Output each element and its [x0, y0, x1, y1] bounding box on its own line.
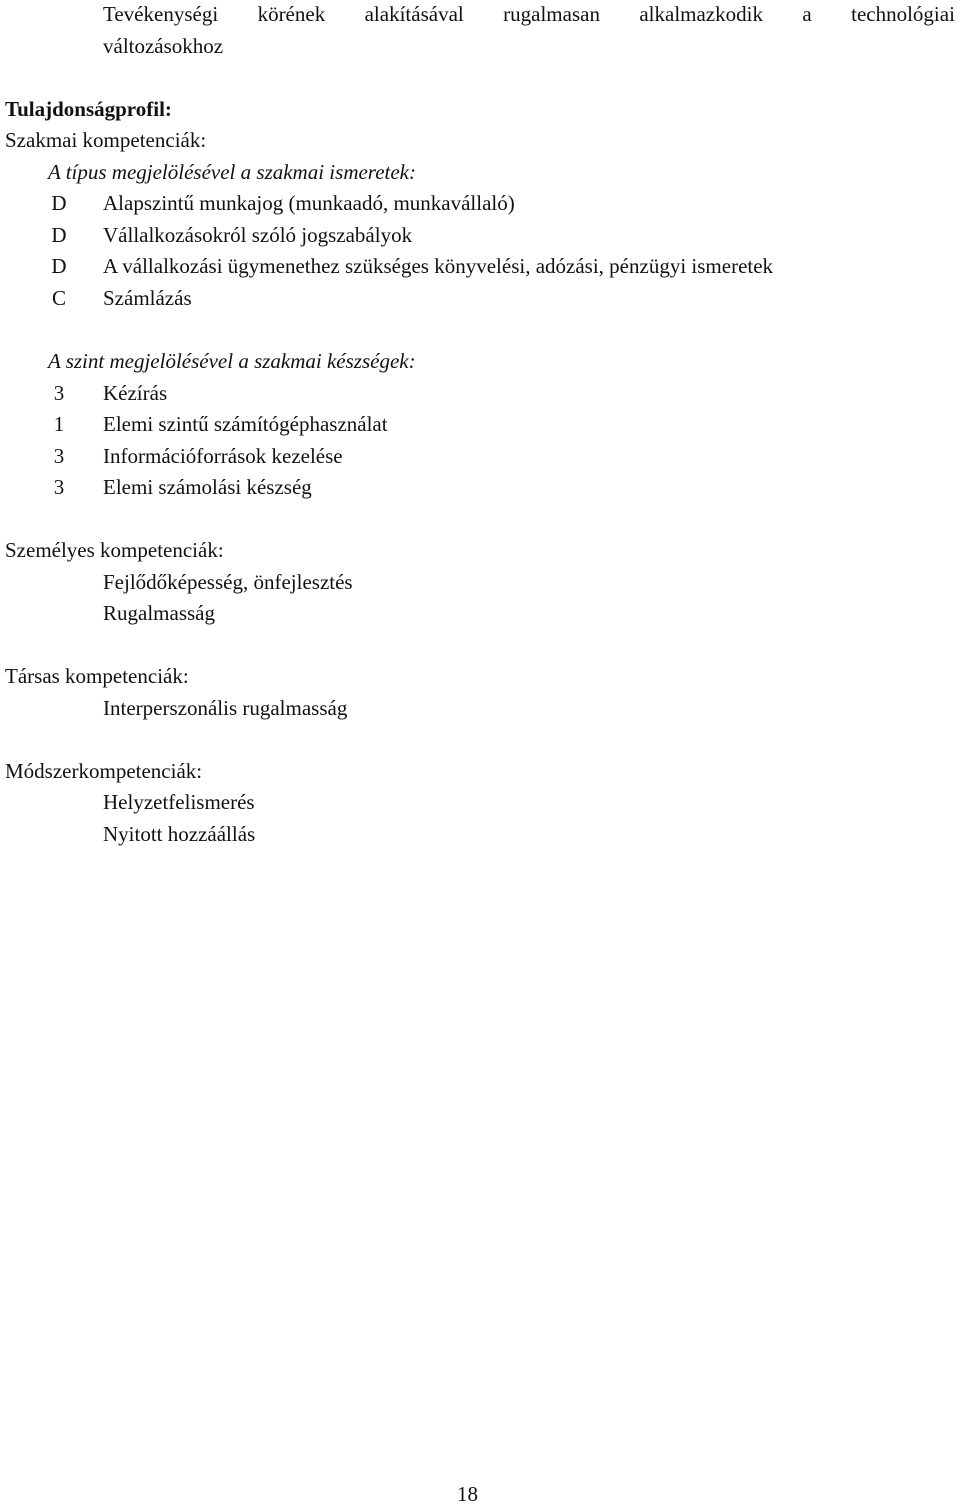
knowledge-text: A vállalkozási ügymenethez szükséges könyvelési, adózási, pénzügyi ismeretek — [103, 254, 774, 278]
personal-item: Rugalmasság — [103, 601, 215, 625]
skill-level: 3 — [53, 444, 65, 468]
knowledge-code: D — [51, 223, 67, 247]
personal-item: Fejlődőképesség, önfejlesztés — [103, 570, 353, 594]
intro-line-1 — [103, 1, 955, 27]
profile-title: Tulajdonságprofil: — [5, 97, 172, 121]
knowledge-code: C — [51, 286, 66, 310]
intro-word: alkalmazkodik — [639, 2, 763, 26]
knowledge-code: D — [51, 254, 67, 278]
skill-text: Információforrások kezelése — [103, 444, 343, 468]
skill-text: Elemi számolási készség — [103, 475, 312, 499]
skill-text: Elemi szintű számítógéphasználat — [103, 412, 388, 436]
skills-heading: A szint megjelölésével a szakmai készségek: — [48, 349, 416, 373]
intro-line-2: változásokhoz — [103, 34, 224, 58]
skill-text: Kézírás — [103, 381, 168, 405]
skill-level: 3 — [53, 475, 65, 499]
intro-word: Tevékenységi — [103, 2, 219, 26]
knowledge-text: Alapszintű munkajog (munkaadó, munkavállaló) — [103, 191, 515, 215]
knowledge-text: Számlázás — [103, 286, 192, 310]
intro-word: körének — [257, 2, 326, 26]
professional-heading: Szakmai kompetenciák: — [5, 128, 207, 152]
social-heading: Társas kompetenciák: — [5, 664, 189, 688]
methodological-item: Nyitott hozzáállás — [103, 822, 256, 846]
intro-word: alakításával — [364, 2, 464, 26]
knowledge-text: Vállalkozásokról szóló jogszabályok — [103, 223, 413, 247]
skill-level: 1 — [53, 412, 65, 436]
personal-heading: Személyes kompetenciák: — [5, 538, 224, 562]
page-number: 18 — [457, 1482, 478, 1506]
methodological-heading: Módszerkompetenciák: — [5, 759, 203, 783]
intro-word: rugalmasan — [503, 2, 600, 26]
intro-word: a — [802, 2, 812, 26]
intro-word: technológiai — [851, 2, 955, 26]
social-item: Interperszonális rugalmasság — [103, 696, 348, 720]
knowledge-heading: A típus megjelölésével a szakmai ismeretek: — [48, 160, 416, 184]
methodological-item: Helyzetfelismerés — [103, 790, 255, 814]
skill-level: 3 — [53, 381, 65, 405]
knowledge-code: D — [51, 191, 67, 215]
